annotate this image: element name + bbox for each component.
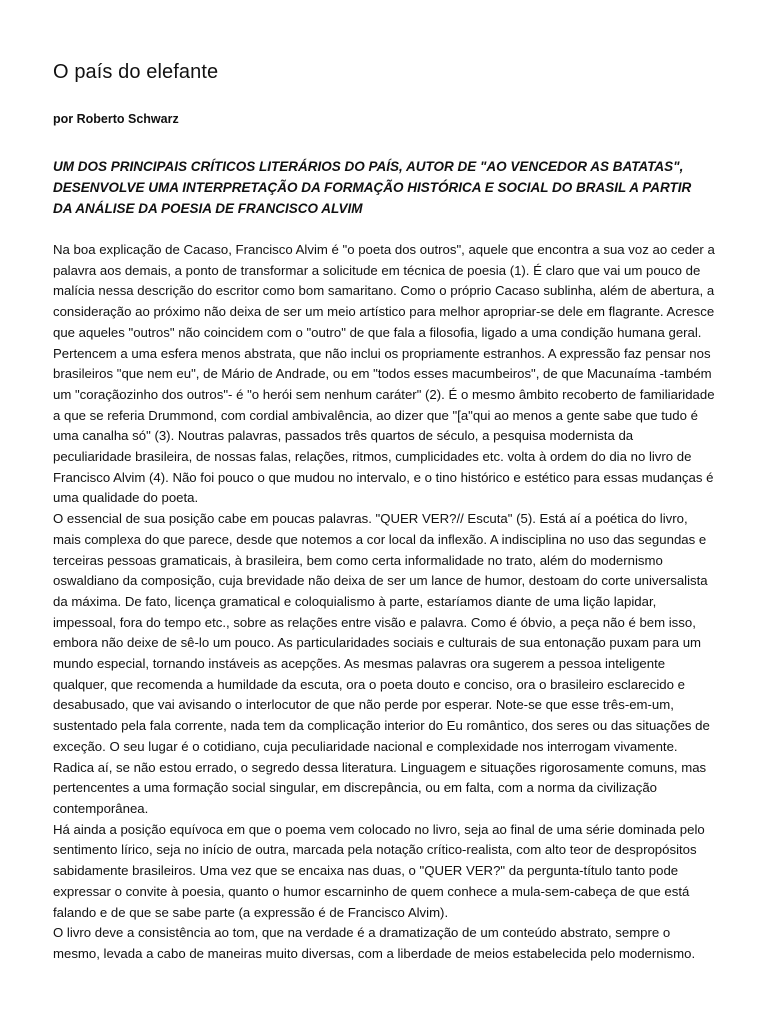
article-body [53, 240, 713, 965]
article [53, 58, 713, 965]
body-paragraph: Há ainda a posição equívoca em que o poema vem colocado no livro, seja ao final de uma série dominada pelo sentimento lírico, seja no início de outra, marcada pela notação crítico-realista, com alto teor de despropósitos sabidamente brasileiros. Uma vez que se encaixa nas duas, o "QUER VER?" da pergunta-título tanto pode expressar o convite à poesia, quanto o humor escarninho de quem conhece a mula-sem-cabeça de que está falando e de que se sabe parte (a expressão é de Francisco Alvim). [53, 821, 705, 920]
body-paragraph: O livro deve a consistência ao tom, que na verdade é a dramatização de um conteúdo abstrato, sempre o mesmo, levada a cabo de maneiras muito diversas, com a liberdade de meios estabelecida pelo modernismo. [53, 925, 696, 961]
body-paragraph: O essencial de sua posição cabe em poucas palavras. "QUER VER?// Escuta" (5). Está aí a poética do livro, mais complexa do que parece, desde que notemos a cor local da inflexão. A indisciplina no uso das segundas e terceiras pessoas gramaticais, à brasileira, bem como certa informalidade no trato, além do modernismo oswaldiano da composição, cuja brevidade não deixa de ser um lance de humor, destoam do corte universalista da máxima. De fato, licença gramatical e coloquialismo à parte, estaríamos diante de uma lição lapidar, impessoal, fora do tempo etc., sobre as relações entre visão e palavra. Como é óbvio, a peça não é bem isso, embora não deixe de sê-lo um pouco. As particularidades sociais e culturais de sua entonação puxam para um mundo especial, tornando instáveis as acepções. As mesmas palavras ora sugerem a pessoa inteligente qualquer, que recomenda a humildade da escuta, ora o poeta douto e conciso, ora o brasileiro esclarecido e desabusado, que vai avisando o interlocutor de que não perde por esperar. Note-se que esse três-em-um, sustentado pela fala corrente, nada tem da complicação interior do Eu romântico, dos seres ou das situações de exceção. O seu lugar é o cotidiano, cuja peculiaridade nacional e complexidade nos interrogam vivamente. Radica aí, se não estou errado, o segredo dessa literatura. Linguagem e situações rigorosamente comuns, mas pertencentes a uma formação social singular, em discrepância, ou em falta, com a norma da civilização contemporânea. [53, 511, 710, 816]
article-lead: UM DOS PRINCIPAIS CRÍTICOS LITERÁRIOS DO PAÍS, AUTOR DE "AO VENCEDOR AS BATATAS", DESENVOLVE UMA INTERPRETAÇÃO DA FORMAÇÃO HISTÓRICA E SOCIAL DO BRASIL A PARTIR DA ANÁLISE DA POESIA DE FRANCISCO ALVIM [53, 159, 692, 216]
body-paragraph: Na boa explicação de Cacaso, Francisco Alvim é "o poeta dos outros", aquele que encontra a sua voz ao ceder a palavra aos demais, a ponto de transformar a solicitude em técnica de poesia (1). É claro que vai um pouco de malícia nessa descrição do escritor como bom samaritano. Como o próprio Cacaso sublinha, além de abertura, a consideração ao próximo não deixa de ser um meio artístico para melhor apropriar-se dele em flagrante. Acresce que aqueles "outros" não coincidem com o "outro" de que fala a filosofia, ligado a uma condição humana geral. Pertencem a uma esfera menos abstrata, que não inclui os propriamente estranhos. A expressão faz pensar nos brasileiros "que nem eu", de Mário de Andrade, ou em "todos esses macumbeiros", de que Macunaíma -também um "coraçãozinho dos outros"- é "o herói sem nenhum caráter" (2). É o mesmo âmbito recoberto de familiaridade a que se referia Drummond, com cordial ambivalência, ao dizer que "[a"qui ao menos a gente sabe que tudo é uma canalha só" (3). Noutras palavras, passados três quartos de século, a pesquisa modernista da peculiaridade brasileira, de nossas falas, relações, ritmos, cumplicidades etc. volta à ordem do dia no livro de Francisco Alvim (4). Não foi pouco o que mudou no intervalo, e o tino histórico e estético para essas mudanças é uma qualidade do poeta. [53, 242, 715, 506]
article-title: O país do elefante [53, 61, 219, 83]
article-byline: por Roberto Schwarz [53, 112, 179, 126]
